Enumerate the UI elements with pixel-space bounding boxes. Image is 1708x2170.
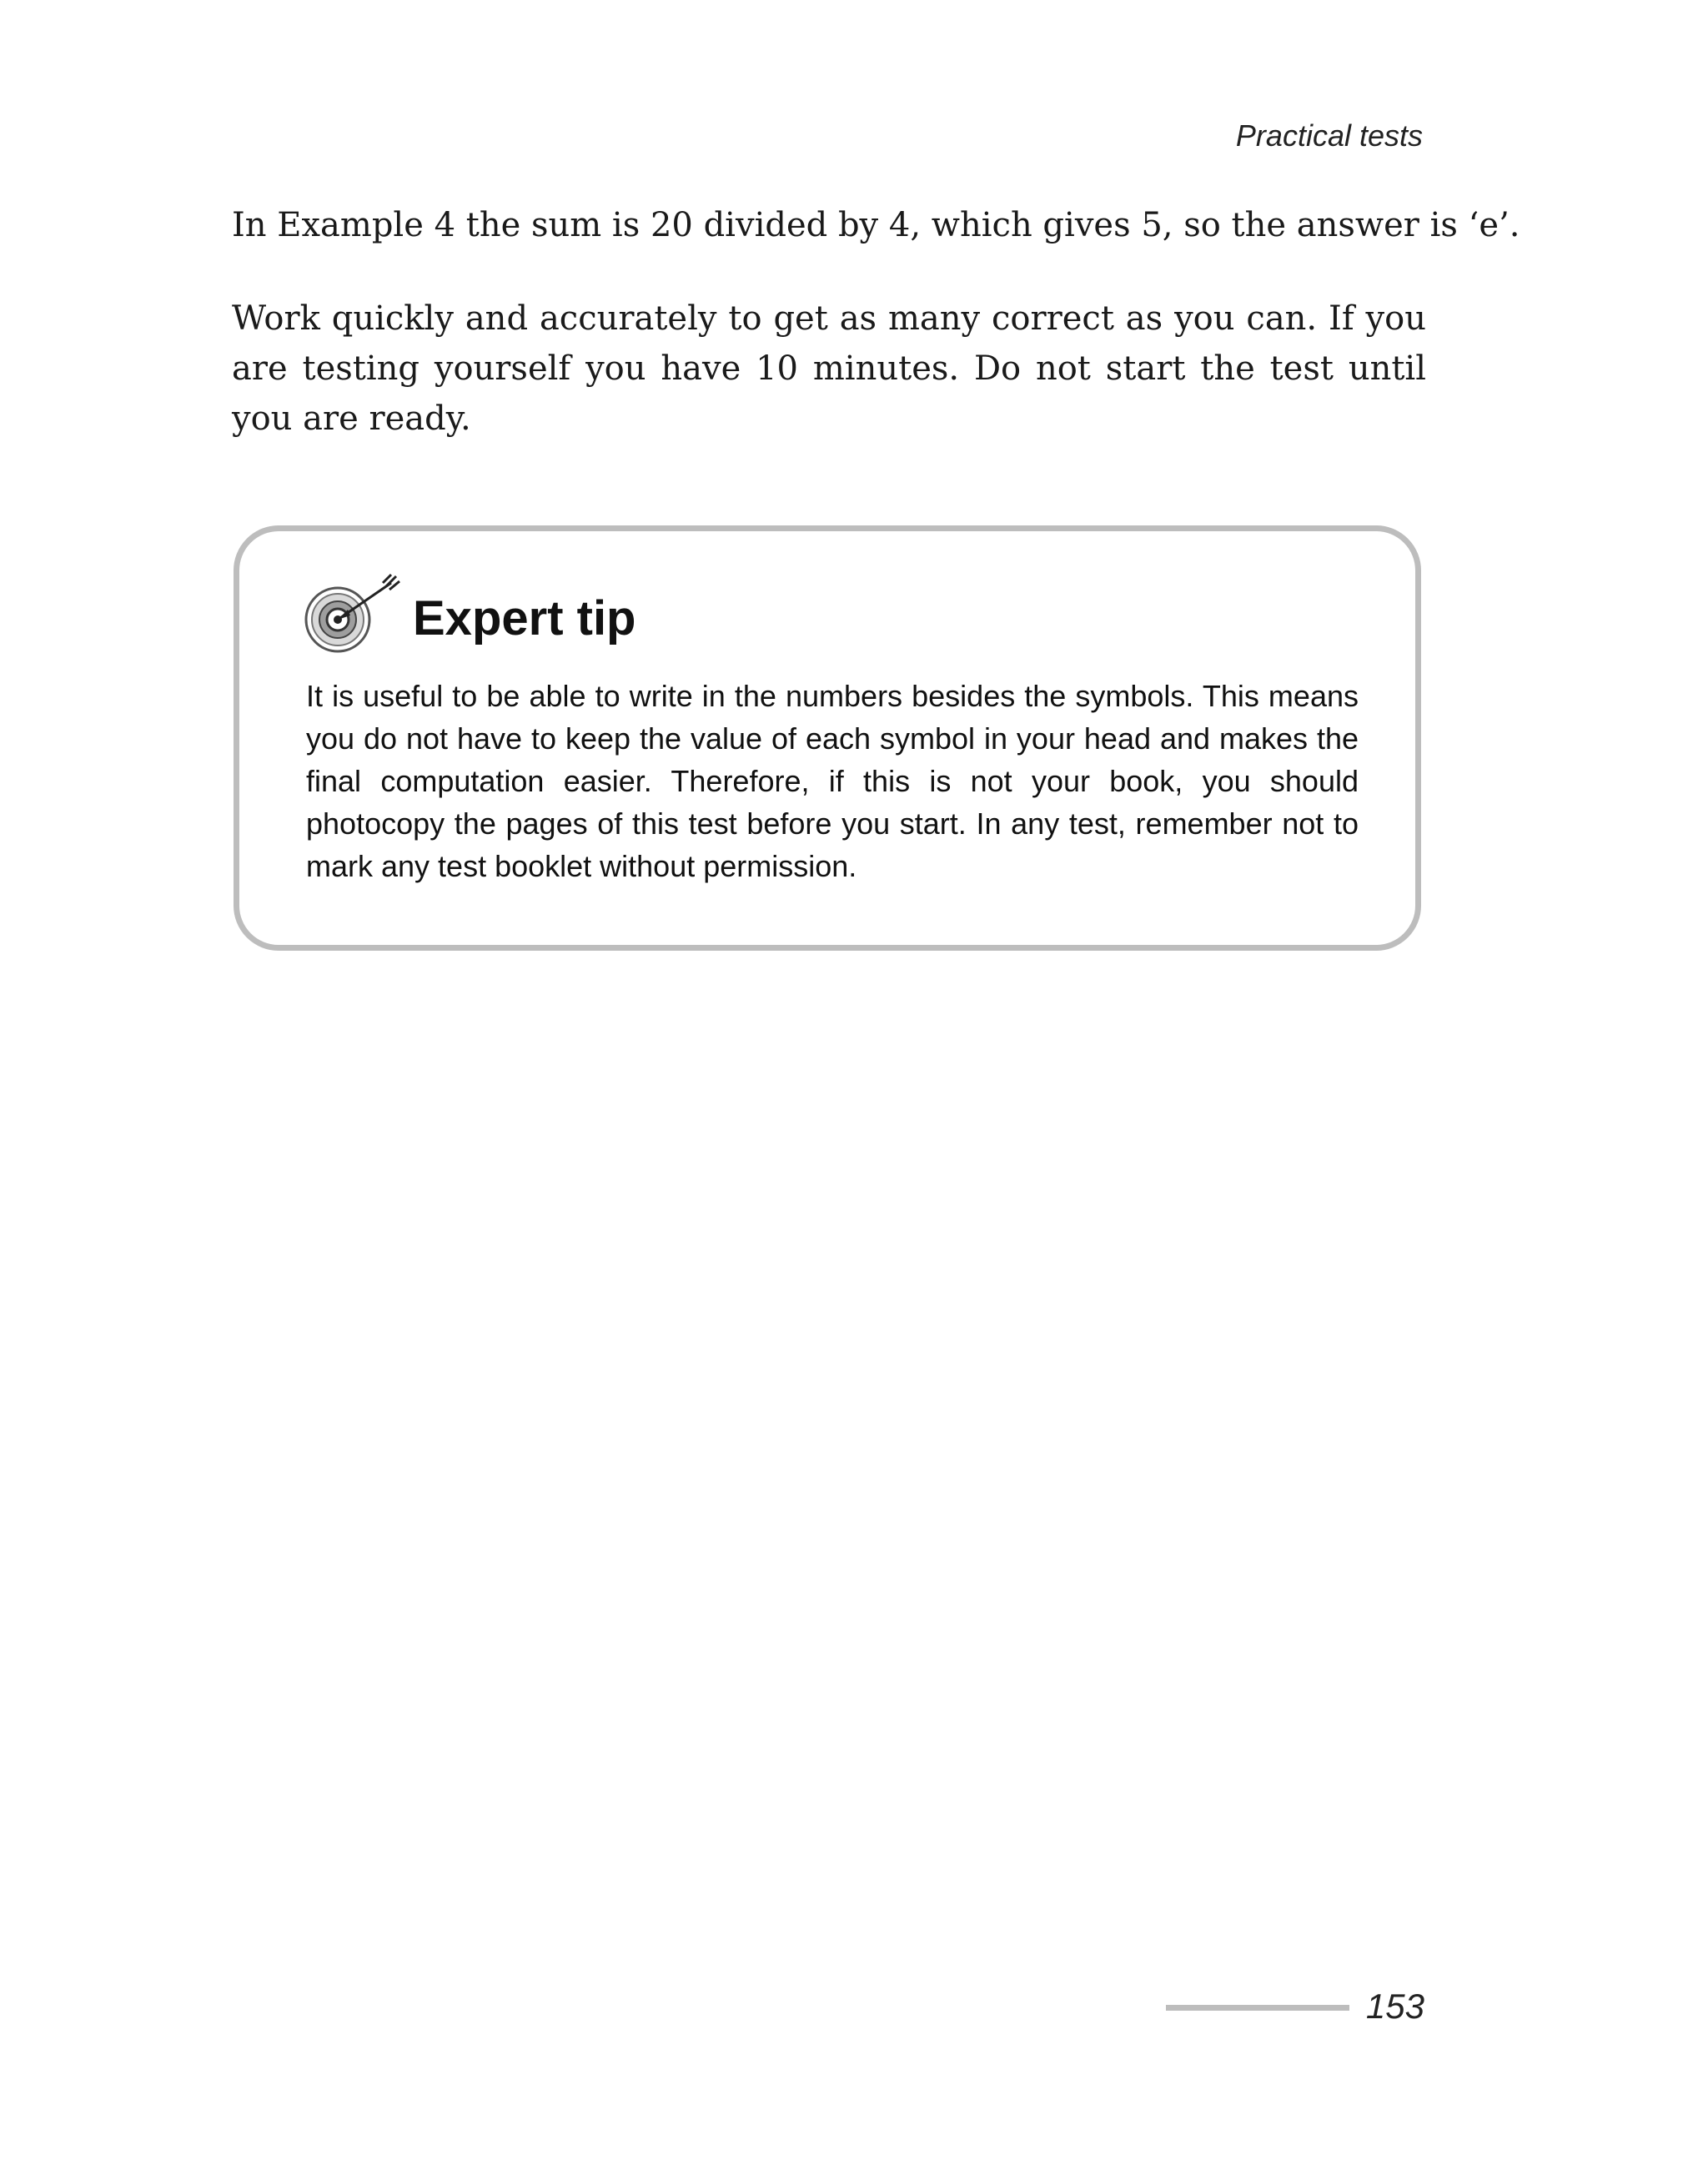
target-with-arrow-icon (303, 573, 401, 656)
page-number: 153 (1365, 1987, 1424, 2026)
expert-tip-box (234, 525, 1421, 951)
body-paragraph-2: Work quickly and accurately to get as many correct as you can. If you are testing yourself you have 10 minutes. Do not start the test until you are ready. (232, 299, 1426, 438)
expert-tip-text: It is useful to be able to write in the numbers besides the symbols. This means you do not have to keep the value of each symbol in your head and makes the final computation easier. Therefore, if this is not your book, you should photocopy the pages of this test before you start. In any test, remember not to mark any test booklet without permission. (306, 679, 1359, 883)
body-paragraph-1: In Example 4 the sum is 20 divided by 4, which gives 5, so the answer is ‘e’. (232, 206, 1520, 244)
expert-tip-title: Expert tip (413, 591, 636, 645)
footer-rule (1166, 2005, 1349, 2011)
running-head: Practical tests (1235, 118, 1423, 153)
